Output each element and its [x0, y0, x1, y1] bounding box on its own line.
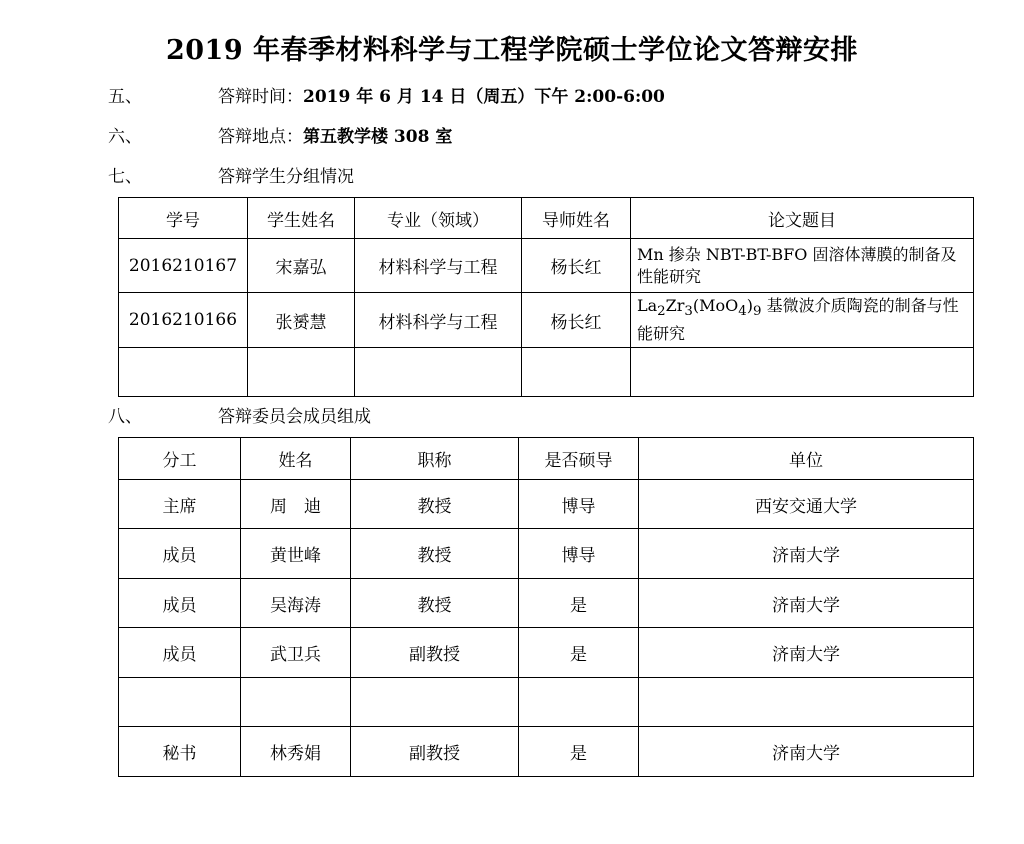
table-row — [119, 348, 974, 397]
table-row — [119, 678, 974, 727]
item-defense-time — [108, 85, 665, 109]
member-role — [119, 678, 241, 727]
item-committee — [108, 405, 371, 429]
table-row — [119, 628, 974, 678]
member-title: 教授 — [351, 579, 519, 628]
header-unit: 单位 — [639, 438, 974, 480]
member-title — [351, 678, 519, 727]
students-table — [118, 197, 974, 397]
item-label: 答辩学生分组情况 — [218, 167, 354, 187]
thesis-formula-sub: 2 — [657, 304, 666, 320]
item-label: 答辩委员会成员组成 — [218, 407, 371, 427]
student-id — [119, 348, 248, 397]
member-supervisor: 博导 — [519, 529, 639, 579]
member-name: 周 迪 — [241, 480, 351, 529]
member-supervisor — [519, 678, 639, 727]
table-header-row — [119, 438, 974, 480]
member-name: 林秀娟 — [241, 727, 351, 777]
member-title: 副教授 — [351, 628, 519, 678]
thesis-title: Mn 掺杂 NBT-BT-BFO 固溶体薄膜的制备及性能研究 — [631, 239, 974, 293]
header-advisor: 导师姓名 — [522, 198, 631, 239]
student-major — [355, 348, 522, 397]
member-name — [241, 678, 351, 727]
header-role: 分工 — [119, 438, 241, 480]
thesis-formula-zr: Zr — [665, 296, 685, 315]
thesis-title — [631, 293, 974, 348]
member-unit: 济南大学 — [639, 628, 974, 678]
item-defense-location — [108, 125, 452, 149]
item-number: 五、 — [108, 87, 142, 107]
member-role: 成员 — [119, 529, 241, 579]
header-supervisor: 是否硕导 — [519, 438, 639, 480]
member-role: 秘书 — [119, 727, 241, 777]
thesis-formula-la: La — [637, 296, 658, 315]
member-title: 副教授 — [351, 727, 519, 777]
student-id: 2016210166 — [119, 293, 248, 348]
table-row — [119, 293, 974, 348]
table-header-row — [119, 198, 974, 239]
student-major: 材料科学与工程 — [355, 293, 522, 348]
thesis-formula-moo: (MoO — [692, 296, 739, 315]
committee-table — [118, 437, 974, 777]
member-supervisor: 博导 — [519, 480, 639, 529]
member-name: 黄世峰 — [241, 529, 351, 579]
member-role: 主席 — [119, 480, 241, 529]
item-number: 七、 — [108, 167, 142, 187]
member-unit — [639, 678, 974, 727]
item-value: 2019 年 6 月 14 日（周五）下午 2:00-6:00 — [303, 87, 665, 107]
table-row — [119, 579, 974, 628]
member-supervisor: 是 — [519, 628, 639, 678]
header-title: 职称 — [351, 438, 519, 480]
member-name: 武卫兵 — [241, 628, 351, 678]
document-title: 2019 年春季材料科学与工程学院硕士学位论文答辩安排 — [165, 35, 859, 66]
table-row — [119, 239, 974, 293]
member-unit: 济南大学 — [639, 727, 974, 777]
header-name: 姓名 — [241, 438, 351, 480]
member-unit: 济南大学 — [639, 579, 974, 628]
member-role: 成员 — [119, 628, 241, 678]
thesis-formula-sub: 9 — [753, 304, 762, 320]
member-unit: 西安交通大学 — [639, 480, 974, 529]
student-advisor — [522, 348, 631, 397]
thesis-title — [631, 348, 974, 397]
student-advisor: 杨长红 — [522, 239, 631, 293]
thesis-formula-paren: ) — [746, 296, 754, 315]
table-row — [119, 480, 974, 529]
member-supervisor: 是 — [519, 579, 639, 628]
member-title: 教授 — [351, 529, 519, 579]
item-label: 答辩时间： — [218, 87, 303, 107]
item-label: 答辩地点： — [218, 127, 303, 147]
member-supervisor: 是 — [519, 727, 639, 777]
student-name: 张赟慧 — [248, 293, 355, 348]
table-row — [119, 727, 974, 777]
member-title: 教授 — [351, 480, 519, 529]
header-student-id: 学号 — [119, 198, 248, 239]
thesis-formula-sub: 4 — [738, 304, 747, 320]
item-number: 八、 — [108, 407, 142, 427]
member-role: 成员 — [119, 579, 241, 628]
student-advisor: 杨长红 — [522, 293, 631, 348]
student-name: 宋嘉弘 — [248, 239, 355, 293]
header-major: 专业（领域） — [355, 198, 522, 239]
item-student-groups — [108, 165, 354, 189]
item-value: 第五教学楼 308 室 — [303, 127, 453, 147]
student-name — [248, 348, 355, 397]
student-id: 2016210167 — [119, 239, 248, 293]
student-major: 材料科学与工程 — [355, 239, 522, 293]
member-name: 吴海涛 — [241, 579, 351, 628]
header-student-name: 学生姓名 — [248, 198, 355, 239]
member-unit: 济南大学 — [639, 529, 974, 579]
thesis-formula-sub: 3 — [684, 304, 693, 320]
table-row — [119, 529, 974, 579]
item-number: 六、 — [108, 127, 142, 147]
thesis-title-rest: 基微波介质陶瓷的制备与性能研究 — [637, 296, 959, 344]
header-thesis-title: 论文题目 — [631, 198, 974, 239]
